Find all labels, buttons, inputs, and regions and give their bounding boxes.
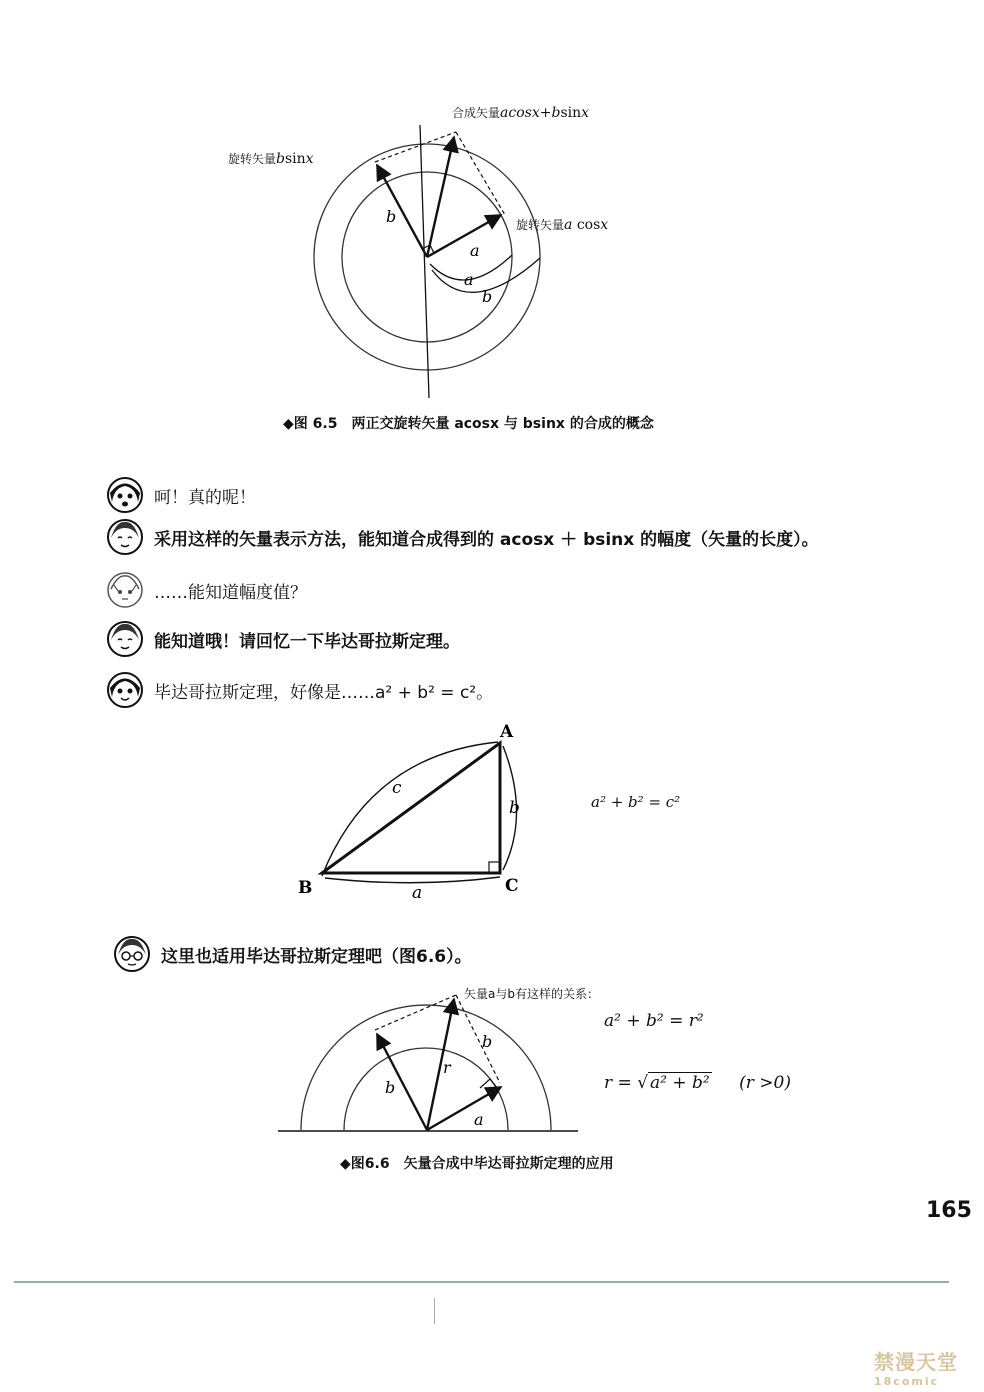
sym-b: b	[386, 207, 397, 226]
dialogue-text: 毕达哥拉斯定理，好像是……a² + b² = c²。	[154, 682, 494, 703]
formula2-lhs: r =	[604, 1073, 632, 1093]
sym-a: a	[474, 1110, 484, 1129]
vertex-c: C	[505, 876, 519, 896]
arc-label-b: b	[482, 287, 493, 306]
dialogue-text: 能知道哦！请回忆一下毕达哥拉斯定理。	[154, 631, 460, 652]
right-angle-mark	[489, 862, 500, 873]
label-rot-a: 旋转矢量a cosx	[516, 217, 609, 233]
fig66-formula2	[604, 1073, 791, 1093]
dialogue-text: 呵！真的呢！	[154, 487, 256, 508]
formula2-radicand: a² + b²	[650, 1073, 710, 1093]
side-a-label: a	[412, 883, 423, 903]
side-b-label: b	[509, 798, 520, 818]
vector-a	[427, 1087, 501, 1130]
triangle-formula: a² + b² = c²	[591, 793, 681, 811]
triangle-shape	[322, 743, 500, 873]
fig66-note: 矢量a与b有这样的关系：	[464, 987, 599, 1001]
fig66-formula1: a² + b² = r²	[604, 1011, 704, 1031]
formula2-condition: (r >0)	[739, 1073, 791, 1093]
sym-r: r	[443, 1058, 451, 1077]
vector-b	[377, 165, 427, 257]
dialogue-line-5	[106, 671, 493, 709]
footer-tick	[434, 1298, 435, 1324]
avatar-girl-1	[106, 671, 144, 709]
vertical-axis	[420, 125, 429, 398]
dialogue-line-4	[106, 620, 460, 658]
label-resultant: 合成矢量acosx+bsinx	[452, 105, 590, 121]
vertex-b: B	[298, 878, 313, 898]
side-c-label: c	[392, 778, 402, 798]
label-rot-b: 旋转矢量bsinx	[228, 151, 314, 167]
dialogue-text: 采用这样的矢量表示方法，能知道合成得到的 acosx ＋ bsinx 的幅度（矢量的长度）。	[154, 529, 819, 550]
dashed-line-b	[375, 132, 456, 162]
dashed-line-b	[375, 995, 456, 1030]
watermark-line-1: 禁漫天堂	[874, 1350, 958, 1374]
pythagoras-triangle	[290, 720, 710, 905]
dashed-line-a	[456, 132, 505, 215]
dialogue-line-2	[106, 518, 819, 556]
avatar-girl-1	[106, 476, 144, 514]
figure-6-5-caption: ◆图 6.5 两正交旋转矢量 acosx 与 bsinx 的合成的概念	[283, 416, 654, 432]
sym-b: b	[385, 1078, 396, 1097]
footer-rule	[14, 1281, 949, 1283]
avatar-teacher	[106, 620, 144, 658]
vector-a	[427, 215, 501, 257]
dialogue-text: ……能知道幅度值？	[154, 582, 307, 603]
figure-6-5	[220, 95, 660, 405]
avatar-teacher	[106, 518, 144, 556]
dialogue-text: 这里也适用毕达哥拉斯定理吧（图6.6）。	[161, 946, 472, 967]
arc-label-a: a	[464, 270, 474, 289]
vector-resultant	[427, 137, 454, 257]
figure-6-6-caption: ◆图6.6 矢量合成中毕达哥拉斯定理的应用	[340, 1156, 614, 1172]
outer-semicircle	[301, 1005, 551, 1130]
vertex-a: A	[500, 722, 514, 742]
avatar-girl-2	[106, 571, 144, 609]
watermark-line-2: 18comic	[874, 1375, 940, 1388]
sym-b-dashed: b	[482, 1032, 493, 1051]
avatar-teacher-glasses	[113, 935, 151, 973]
dialogue-line-6	[113, 935, 472, 973]
page-number: 165	[926, 1198, 972, 1223]
arc-a	[325, 877, 500, 883]
watermark	[874, 1346, 958, 1388]
dialogue-line-3	[106, 571, 307, 609]
dashed-line-a	[456, 995, 500, 1083]
sym-a: a	[470, 241, 480, 260]
dialogue-line-1	[106, 476, 256, 514]
sqrt-sign: √	[637, 1073, 649, 1093]
